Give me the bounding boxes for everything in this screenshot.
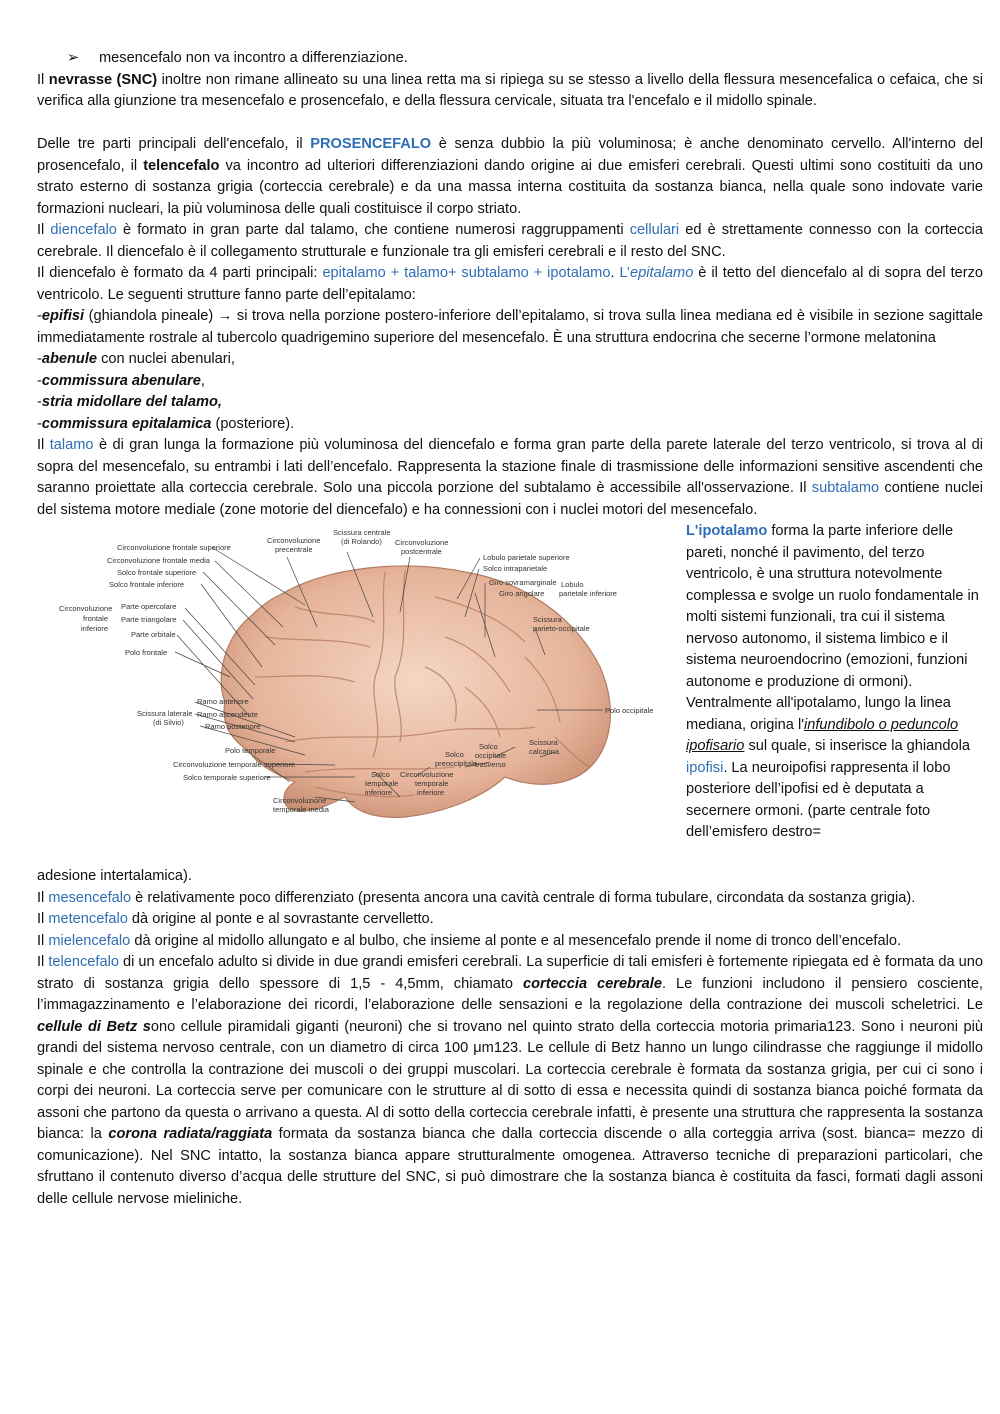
label-solco-front-sup: Solco frontale superiore [117,568,197,577]
figure-section [37,521,983,866]
list-item-abenule: -abenule con nuclei abenulari, [37,351,235,367]
paragraph-mesencefalo: Il mesencefalo è relativamente poco differenziato (presenta ancora una cavità centrale di forma tubulare, circondata da sostanza grigia). [37,889,916,906]
paragraph-telencefalo: Il telencefalo di un encefalo adulto si divide in due grandi emisferi cerebrali. La superficie di tali emisferi è fortemente ripiegata ed è formata da uno strato di sostanza grigia dello spessore di 1,5 - 4,5mm, chiamato corteccia cerebrale. Le funzioni includono il pensiero cosciente, l’immagazzinamento e l’elaborazione dei ricordi, l’elaborazione delle sensazioni e la regolazione della contrazione dei muscoli scheletrici. Le cellule di Betz sono cellule piramidali giganti (neuroni) che si trovano nel quinto strato della corteccia motoria primaria123. Sono i neuroni più grandi del sistema nervoso centrale, con un diametro di circa 100 μm123. Le cellule di Betz hanno un lungo cilindrasse che raggiunge il midollo spinale e che controlla la contrazione dei muscoli o dei gruppi muscolari. La corteccia cerebrale è formata da sostanza grigia, per cui ci sono i corpi dei neuroni. La corteccia serve per comunicare con le strutture al di sotto di essa e necessita quindi di sostanza bianca poiché formata da assoni che partono da questa o arrivano a questa. Al di sotto della corteccia cerebrale infatti, è presente una struttura che rappresenta la sostanza bianca: la corona radiata/raggiata formata da sostanza bianca che dalla corteccia discende o alla corteggia arriva (sost. bianca= mezzo di comunicazione). Nel SNC intatto, la sostanza bianca appare strutturalmente omogenea. Attraverso tecniche di preparazioni particolari, che sfruttano il contenuto diverso d’acqua delle strutture del SNC, si può dimostrare che la sostanza bianca è costituita da fasci, formati dagli assoni delle cellule nervose mieliniche. [37,954,983,1207]
label-front-inf: Circonvoluzione frontale inferiore [59,604,113,633]
label-front-med: Circonvoluzione frontale media [107,556,210,565]
label-scissura-po: Scissura parieto-occipitale [533,615,590,633]
label-solco-temp-sup: Solco temporale superiore [183,773,271,782]
label-orbitale: Parte orbitale [131,630,176,639]
paragraph-adesione: adesione intertalamica). [37,868,192,884]
label-polo-occ: Polo occipitale [605,706,654,715]
label-lob-par-sup: Lobulo parietale superiore [483,553,570,562]
label-solco-front-inf: Solco frontale inferiore [109,580,185,589]
paragraph-mielencefalo: Il mielencefalo dà origine al midollo allungato e al bulbo, che insieme al ponte e al mesencefalo prende il nome di tronco dell’encefalo. [37,932,902,949]
label-solco-intrapar: Solco intraparietale [483,564,548,573]
paragraph-prosencefalo: Delle tre parti principali dell'encefalo, il PROSENCEFALO è senza dubbio la più voluminosa; è anche denominato cervello. All'interno del prosencefalo, il telencefalo va incontro ad ulteriori differenziazioni dando origine ai due emisferi cerebrali. Questi ultimi sono costituiti da uno strato esterno di sostanza grigia (corteccia cerebrale) e da una massa interna costituita da sostanza bianca, nella quale sono indovate varie formazioni nucleari, la più voluminosa delle quali costituisce il corpo striato. [37,136,983,217]
paragraph-diencefalo-parti: Il diencefalo è formato da 4 parti principali: epitalamo + talamo+ subtalamo + ipotalamo. L’epitalamo è il tetto del diencefalo al di sopra del terzo ventricolo. Le seguenti strutture fanno parte dell’epitalamo: [37,265,984,303]
paragraph-ipotalamo: L'ipotalamo forma la parte inferiore delle pareti, nonché il pavimento, del terzo ventricolo, è una struttura notevolmente complessa e svolge un ruolo fondamentale in molti sistemi funzionali, tra cui il sistema nervoso autonomo, il sistema limbico e il sistema neuroendocrino (emozioni, funzioni autonome e produzione di ormoni). Ventralmente all'ipotalamo, lungo la linea mediana, origina l'infundibolo o peduncolo ipofisario sul quale, si inserisce la ghiandola ipofisi. La neuroipofisi rappresenta il lobo posteriore dell’ipofisi ed è deputata a secernere ormoni. (parte centrale foto dell’emisfero destro= [686,523,979,840]
label-precentral: Circonvoluzione precentrale [267,536,321,554]
paragraph-metencefalo: Il metencefalo dà origine al ponte e al sovrastante cervelletto. [37,911,434,927]
paragraph-nevrasse: Il nevrasse (SNC) inoltre non rimane allineato su una linea retta ma si ripiega su se stesso a livello della flessura mesencefalica o cefaica, che si verifica alla giunzione tra mesencefalo e prosencefalo, e della flessura cervicale, situata tra l'encefalo e il midollo spinale. [37,71,983,109]
label-postcentral: Circonvoluzione postcentrale [395,538,449,556]
list-item-stria-midollare: -stria midollare del talamo, [37,394,222,410]
label-front-sup: Circonvoluzione frontale superiore [117,543,231,552]
label-silvio: Scissura laterale (di Silvio) [137,709,193,727]
bullet-text: mesencefalo non va incontro a differenziazione. [99,50,408,66]
arrow-bullet-icon: ➢ [67,50,80,66]
paragraph-diencefalo: Il diencefalo è formato in gran parte dal talamo, che contiene numerosi raggruppamenti cellulari ed è strettamente connesso con la corteccia cerebrale. Il diencefalo è il collegamento strutturale e funzionale tra gli emisferi cerebrali e il resto del SNC. [37,222,983,260]
bullet-item [37,48,983,70]
label-polo-frontale: Polo frontale [125,648,168,657]
label-ramo-ant: Ramo anteriore [197,697,249,706]
label-ramo-asc: Ramo ascendente [197,710,258,719]
list-item-commissura-epitalamica: -commissura epitalamica (posteriore). [37,415,295,432]
label-giro-ang: Giro angolare [499,589,545,598]
label-occ-trasv: Solco occipitale trasverso [475,742,507,769]
label-lob-par-inf: Lobulo parietale inferiore [559,580,617,598]
label-rolando: Scissura centrale (di Rolando) [333,528,391,546]
label-polo-temp: Polo temporale [225,746,276,755]
label-preocc: Solco preoccipitale [435,750,478,768]
paragraph-epifisi: -epifisi (ghiandola pineale) → si trova nella porzione postero-inferiore dell’epitalamo, si trova sulla linea mediana ed è visibile in sezione sagittale immediatamente rostrale al tubercolo quadrigemino superiore del mesencefalo. È una struttura endocrina che secerne l’ormone melatonina [37,308,983,346]
list-item-commissura-abenulare: -commissura abenulare, [37,372,205,389]
label-giro-sovramarg: Giro sovramarginale [489,578,557,587]
paragraph-talamo: Il talamo è di gran lunga la formazione più voluminosa del diencefalo e forma gran parte della parete laterale del terzo ventricolo, si trova al di sopra del mesencefalo, su entrambi i lati dell’encefalo. Rappresenta la stazione finale di trasmissione delle informazioni sensitive ascendenti che saranno proiettate alla corteccia cerebrale. Solo una piccola porzione del subtalamo è accessibile all'osservazione. Il subtalamo contiene nuclei del sistema motore mediale (zone motorie del diencefalo) e ha connessioni con i nuclei motori del mesencefalo. [37,437,983,518]
document-page [37,48,983,1210]
label-temp-sup: Circonvoluzione temporale superiore [173,760,296,769]
label-solco-temp-inf: Solco temporale inferiore [365,770,399,797]
paragraph-gap [37,113,983,135]
label-calcarina: Scissura calcarina [529,738,560,756]
label-triangolare: Parte triangolare [121,615,177,624]
label-opercolare: Parte opercolare [121,602,177,611]
label-temp-med: Circonvoluzione temporale media [273,796,329,814]
label-ramo-post: Ramo posteriore [205,722,261,731]
brain-lateral-figure [55,527,654,852]
label-temp-inf: Circonvoluzione temporale inferiore [400,770,454,797]
